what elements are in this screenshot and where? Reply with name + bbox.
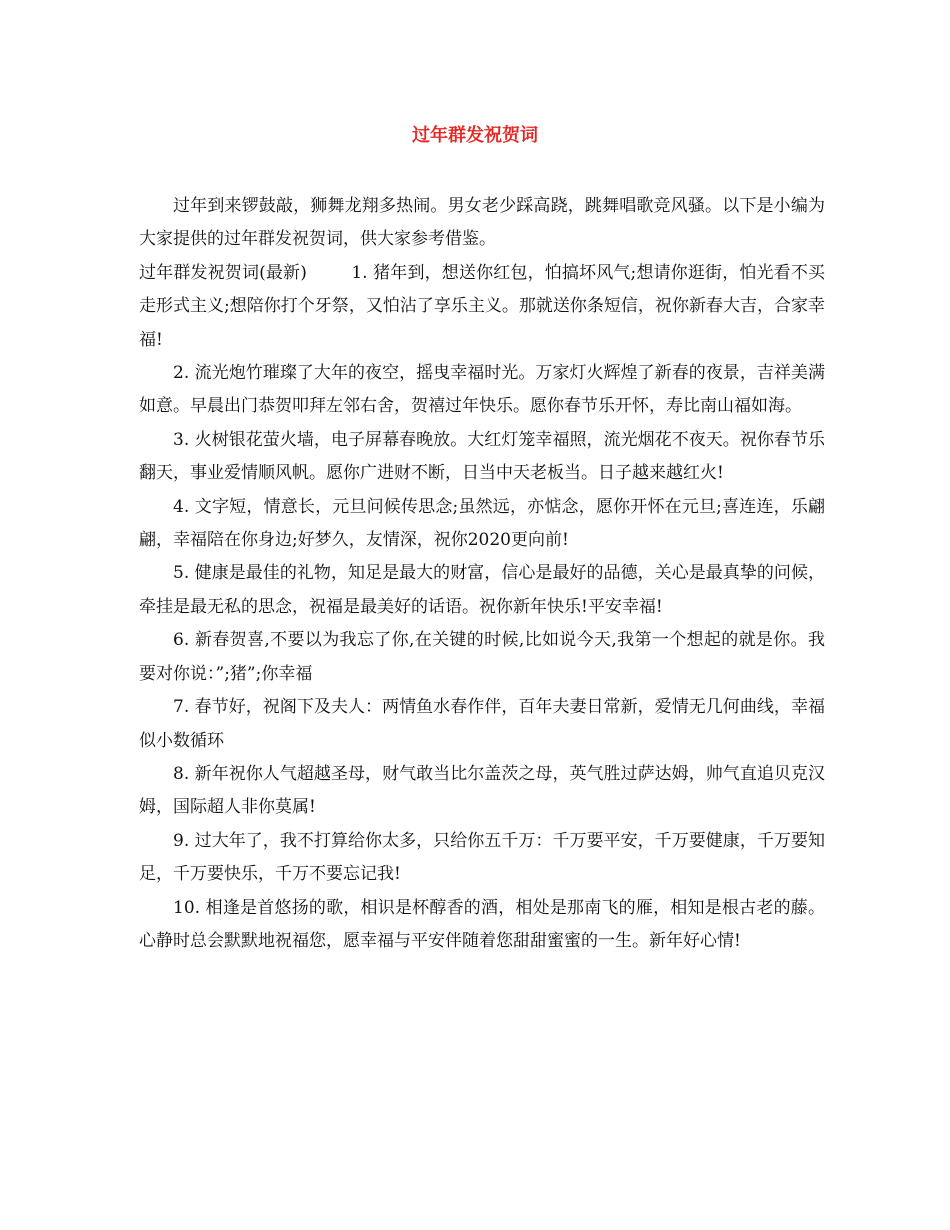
list-item: 7. 春节好，祝阁下及夫人：两情鱼水春作伴，百年夫妻日常新，爱情无几何曲线，幸福似小数循环	[139, 697, 825, 751]
list-item: 10. 相逢是首悠扬的歌，相识是杯醇香的酒，相处是那南飞的雁，相知是根古老的藤。心静时总会默默地祝福您，愿幸福与平安伴随着您甜甜蜜蜜的一生。新年好心情!	[139, 897, 825, 951]
intro-paragraph: 过年到来锣鼓敲，狮舞龙翔多热闹。男女老少踩高跷，跳舞唱歌竞风骚。以下是小编为大家提供的过年群发祝贺词，供大家参考借鉴。	[139, 196, 825, 250]
document-title: 过年群发祝贺词	[412, 125, 538, 146]
first-item-paragraph	[139, 257, 825, 357]
heading-gap	[307, 263, 352, 283]
document-body	[139, 190, 825, 958]
list-item: 9. 过大年了，我不打算给你太多，只给你五千万：千万要平安，千万要健康，千万要知足，千万要快乐，千万不要忘记我!	[139, 830, 825, 885]
list-item: 3. 火树银花萤火墙，电子屏幕春晚放。大红灯笼幸福照，流光烟花不夜天。祝你春节乐翻天，事业爱情顺风帆。愿你广进财不断，日当中天老板当。日子越来越红火!	[139, 429, 825, 484]
list-item: 8. 新年祝你人气超越圣母，财气敢当比尔盖茨之母，英气胜过萨达姆，帅气直追贝克汉姆，国际超人非你莫属!	[139, 763, 825, 818]
list-item: 5. 健康是最佳的礼物，知足是最大的财富，信心是最好的品德，关心是最真挚的问候，牵挂是最无私的思念，祝福是最美好的话语。祝你新年快乐!平安幸福!	[139, 563, 825, 617]
section-heading: 过年群发祝贺词(最新)	[139, 262, 307, 283]
list-item: 6. 新春贺喜,不要以为我忘了你,在关键的时候,比如说今天,我第一个想起的就是你。我要对你说：”;猪”;你幸福	[139, 630, 825, 684]
list-item: 4. 文字短，情意长，元旦问候传思念;虽然远，亦惦念，愿你开怀在元旦;喜连连，乐翩翩，幸福陪在你身边;好梦久，友情深，祝你2020更向前!	[139, 496, 825, 551]
list-item: 2. 流光炮竹璀璨了大年的夜空，摇曳幸福时光。万家灯火辉煌了新春的夜景，吉祥美满如意。早晨出门恭贺叩拜左邻右舍，贺禧过年快乐。愿你春节乐开怀，寿比南山福如海。	[139, 363, 825, 417]
list-item: 1. 猪年到，想送你红包，怕搞坏风气;想请你逛街，怕光看不买走形式主义;想陪你打个牙祭，又怕沾了享乐主义。那就送你条短信，祝你新春大吉，合家幸福!	[139, 262, 825, 350]
